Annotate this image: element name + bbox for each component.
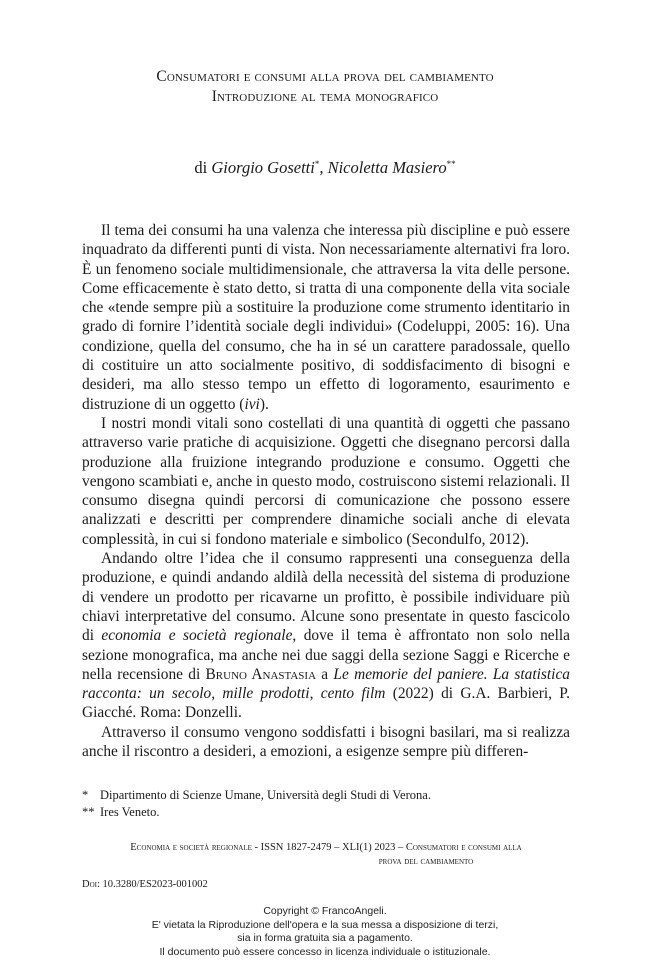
author-1-footnote-mark: * (314, 159, 320, 169)
author-2-footnote-mark: ** (446, 159, 456, 169)
paragraph-3-text-a: Andando oltre l’idea che il consumo rappresenti una conseguenza della produzione, e quindi andando aldilà della necessità del sistema di produzione di vendere un prodotto per ricavarne un profitto, è possibile individuare più chiavi interpretative del consumo. Alcune sono presentate in questo fascicolo di (82, 550, 570, 645)
copyright-line-4: Il documento può essere concesso in licenza individuale o istituzionale. (159, 945, 491, 958)
byline (0, 158, 650, 178)
footnote-2 (82, 804, 570, 821)
title-line-1: Consumatori e consumi alla prova del cambiamento (156, 68, 494, 85)
copyright-line-2: E' vietata la Riproduzione dell'opera e la sua messa a disposizione di terzi, (151, 918, 499, 931)
title-line-2: Introduzione al tema monografico (211, 88, 439, 105)
running-footer (82, 841, 570, 869)
footnote-1-text: Dipartimento di Scienze Umane, Università degli Studi di Verona. (100, 788, 431, 802)
footnote-1-mark: * (82, 788, 89, 802)
paragraph-2: I nostri mondi vitali sono costellati di una quantità di oggetti che passano attraverso varie pratiche di acquisizione. Oggetti che disegnano percorsi dalla produzione alla fruizione integrando produzione e consumo. Oggetti che vengono scambiati e, anche in questo modo, costruiscono sistemi relazionali. Il consumo disegna quindi percorsi di comunicazione che possono essere analizzati e descritti per comprendere dinamiche sociali anche di elevata complessità, in cui si fondono materiale e simbolico (Secondulfo, 2012). (82, 414, 570, 548)
author-separator: , (319, 158, 328, 177)
paragraph-3-text-b: , dove il tema è affrontato non solo nella sezione monografica, ma anche nei due saggi della sezione Saggi e Ricerche e nella recensione di (82, 627, 571, 683)
article-title (0, 67, 650, 107)
paragraph-3-text-d: (2022) di G.A. Barbieri, P. Giacché. Roma: Donzelli. (82, 685, 570, 722)
book-title: Le memorie del paniere. La statistica racconta: un secolo, mille prodotti, cento film (82, 665, 570, 703)
paragraph-1-end: ). (259, 395, 269, 413)
copyright-line-3: sia in forma gratuita sia a pagamento. (237, 932, 413, 944)
copyright-notice (0, 905, 650, 959)
footnotes (82, 787, 570, 821)
author-2: Nicoletta Masiero (327, 158, 447, 177)
footnote-2-mark: ** (82, 805, 95, 819)
paragraph-3 (82, 549, 570, 723)
footnote-1 (82, 787, 570, 804)
reviewer-name: Bruno Anastasia (205, 665, 317, 683)
journal-name: economia e società regionale (101, 627, 293, 645)
paragraph-1-text: Il tema dei consumi ha una valenza che interessa più discipline e può essere inquadrato da differenti punti di vista. Non necessariamente alternativi fra loro. È un fenomeno sociale multidimensionale, che attraversa la vita delle persone. Come efficacemente è stato detto, si tratta di una componente della vita sociale che «tende sempre più a sostituire la produzione come strumento identitario in grado di fornire l’identità sociale degli individui» (Codeluppi, 2005: 16). Una condizione, quella del consumo, che ha in sé un carattere paradossale, quello di costituire un atto socialmente positivo, di soddisfacimento di bisogni e desideri, ma allo stesso tempo un effetto di logoramento, esaurimento e distruzione di un oggetto ( (82, 222, 570, 413)
copyright-line-1: Copyright © FrancoAngeli. (263, 905, 387, 917)
doi: Doi: 10.3280/ES2023-001002 (82, 879, 208, 890)
running-footer-line-1: Economia e società regionale - ISSN 1827-2479 – XLI(1) 2023 – Consumatori e consumi alla (130, 842, 522, 853)
ivi-citation: ivi (244, 395, 260, 413)
footnote-2-text: Ires Veneto. (100, 805, 160, 819)
paragraph-1 (82, 221, 570, 414)
running-footer-line-2: prova del cambiamento (378, 856, 474, 867)
paragraph-3-text-c: a (316, 665, 334, 683)
byline-prefix: di (194, 158, 208, 177)
author-1: Giorgio Gosetti (211, 158, 315, 177)
paragraph-4: Attraverso il consumo vengono soddisfatti i bisogni basilari, ma si realizza anche il riscontro a desideri, a emozioni, a esigenze sempre più differen- (82, 723, 570, 761)
article-body (82, 221, 570, 761)
